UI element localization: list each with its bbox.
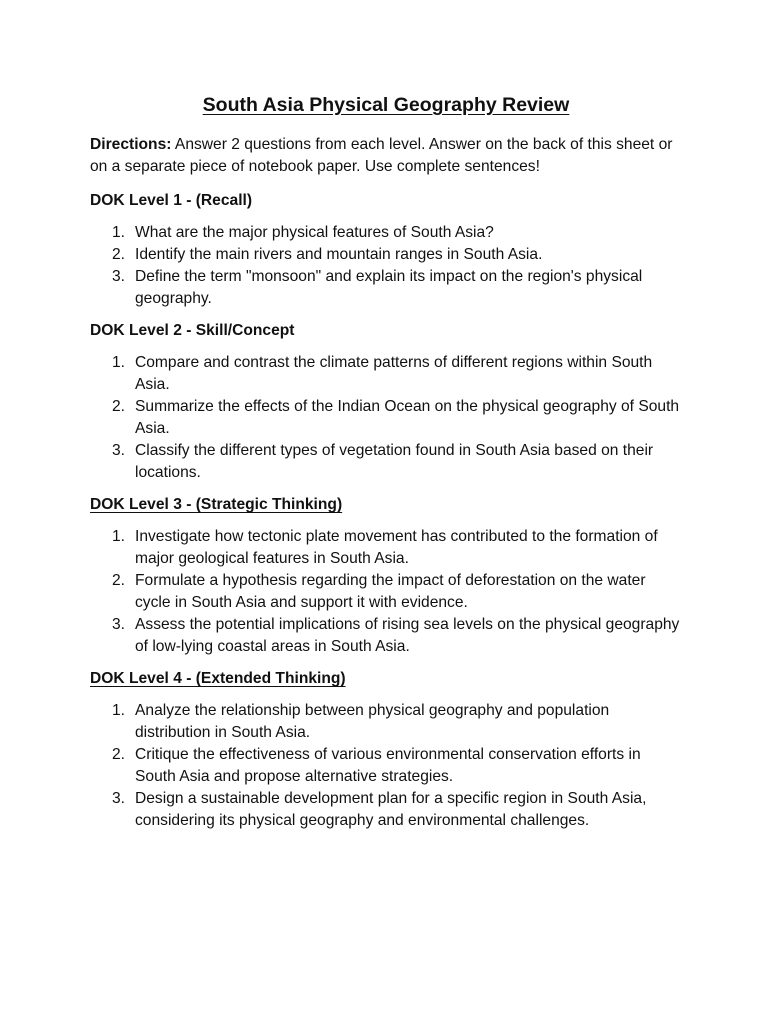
question-number: 2. (112, 572, 126, 589)
question-text: Assess the potential implications of rising sea levels on the physical geography of low-lying coastal areas in South Asia. (135, 616, 680, 655)
question-item (90, 744, 682, 788)
question-text: Critique the effectiveness of various environmental conservation efforts in South Asia and propose alternative strategies. (135, 746, 641, 785)
question-item (90, 440, 682, 484)
question-number: 1. (112, 354, 126, 371)
level-1-heading: DOK Level 1 - (Recall) (90, 192, 253, 209)
question-text: Analyze the relationship between physical geography and population distribution in South Asia. (135, 702, 610, 741)
question-number: 2. (112, 246, 126, 263)
question-number: 3. (112, 616, 126, 633)
question-number: 2. (112, 398, 126, 415)
directions-text: Answer 2 questions from each level. Answer on the back of this sheet or on a separate piece of notebook paper. Use complete sentences! (90, 136, 673, 175)
level-2-heading: DOK Level 2 - Skill/Concept (90, 322, 295, 339)
level-1-questions (90, 222, 682, 310)
question-item (90, 788, 682, 832)
question-text: Compare and contrast the climate patterns of different regions within South Asia. (135, 354, 653, 393)
document-title: South Asia Physical Geography Review (202, 94, 570, 116)
question-text: Identify the main rivers and mountain ranges in South Asia. (135, 246, 543, 263)
question-text: Summarize the effects of the Indian Ocean on the physical geography of South Asia. (135, 398, 680, 437)
level-4-questions (90, 700, 682, 832)
question-item (90, 396, 682, 440)
level-2-questions (90, 352, 682, 484)
question-text: Formulate a hypothesis regarding the impact of deforestation on the water cycle in South Asia and support it with evidence. (135, 572, 646, 611)
question-item (90, 352, 682, 396)
question-text: Investigate how tectonic plate movement has contributed to the formation of major geological features in South Asia. (135, 528, 658, 567)
question-item (90, 244, 682, 266)
level-4-heading: DOK Level 4 - (Extended Thinking) (90, 670, 346, 687)
directions-paragraph (90, 134, 682, 178)
question-number: 3. (112, 268, 126, 285)
question-text: Design a sustainable development plan for a specific region in South Asia, considering its physical geography and environmental challenges. (135, 790, 647, 829)
question-item (90, 222, 682, 244)
question-item (90, 570, 682, 614)
directions-label: Directions: (90, 136, 172, 153)
question-number: 3. (112, 790, 126, 807)
question-text: Classify the different types of vegetation found in South Asia based on their locations. (135, 442, 654, 481)
level-3-questions (90, 526, 682, 658)
question-number: 3. (112, 442, 126, 459)
level-3-heading: DOK Level 3 - (Strategic Thinking) (90, 496, 343, 513)
question-text: What are the major physical features of South Asia? (135, 224, 494, 241)
question-item (90, 526, 682, 570)
question-item (90, 266, 682, 310)
question-number: 2. (112, 746, 126, 763)
question-number: 1. (112, 702, 126, 719)
question-text: Define the term "monsoon" and explain its impact on the region's physical geography. (135, 268, 643, 307)
question-number: 1. (112, 528, 126, 545)
question-item (90, 614, 682, 658)
question-number: 1. (112, 224, 126, 241)
question-item (90, 700, 682, 744)
